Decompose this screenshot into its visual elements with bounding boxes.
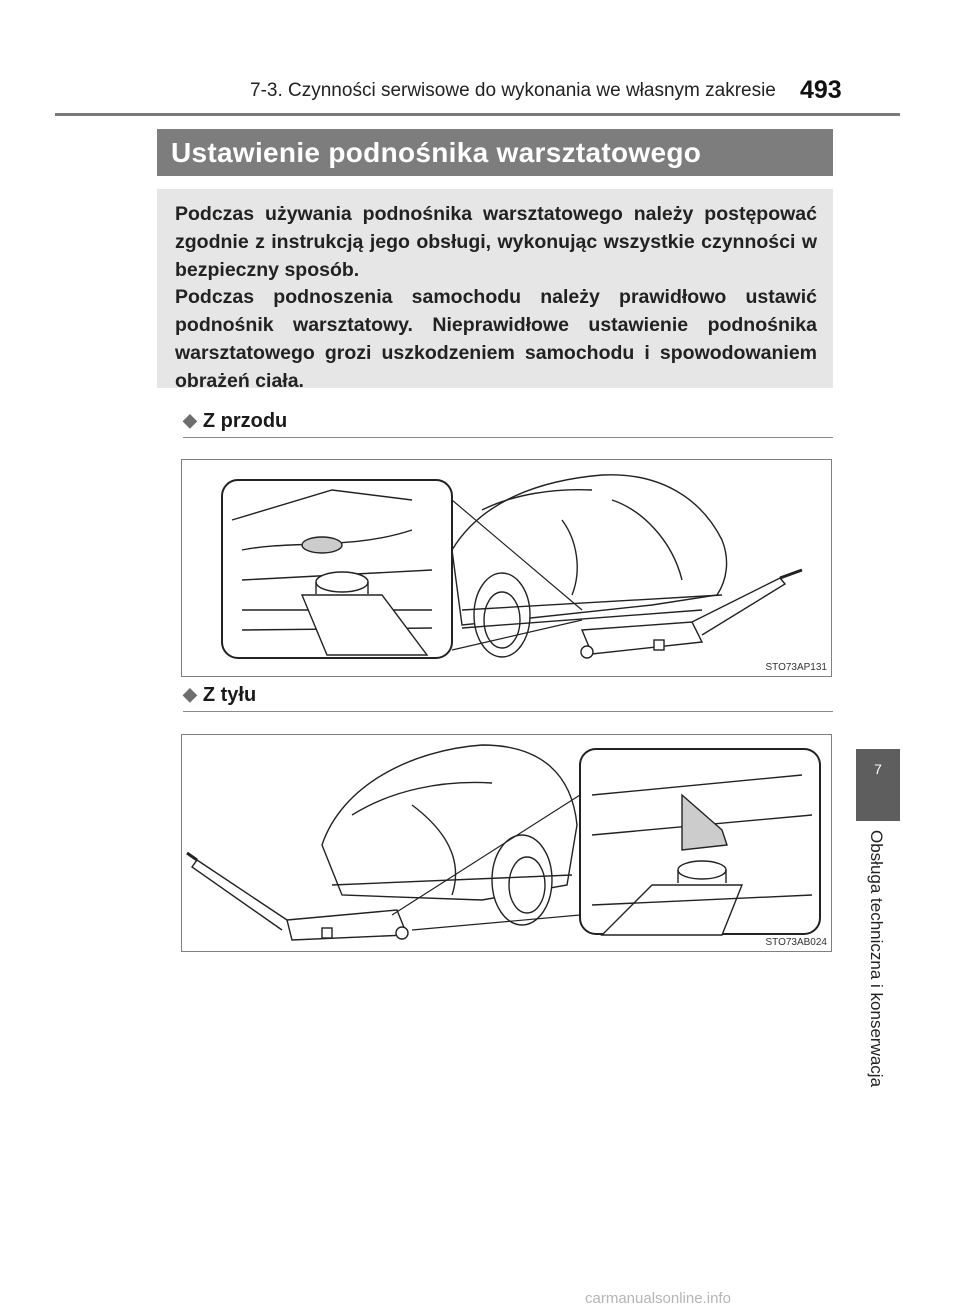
section-title: Ustawienie podnośnika warsztatowego bbox=[157, 129, 833, 176]
rear-subheading-rule bbox=[183, 711, 833, 712]
info-paragraph-1: Podczas używania podnośnika warsztatowego należy postępować zgodnie z instrukcją jego obsługi, wykonując wszystkie czynności w bezpieczny sposób. bbox=[175, 203, 817, 281]
header-rule bbox=[55, 113, 900, 116]
page-number: 493 bbox=[800, 76, 842, 104]
front-subheading bbox=[183, 410, 287, 433]
front-figure bbox=[181, 459, 832, 677]
diamond-icon: ◆ bbox=[183, 684, 197, 704]
chapter-tab: 7 bbox=[856, 749, 900, 821]
rear-subheading bbox=[183, 684, 256, 707]
rear-figure-code: STO73AB024 bbox=[765, 937, 827, 948]
front-subheading-rule bbox=[183, 437, 833, 438]
rear-subheading-label: Z tyłu bbox=[202, 684, 257, 706]
watermark: carmanualsonline.info bbox=[585, 1290, 731, 1307]
front-subheading-label: Z przodu bbox=[202, 410, 288, 432]
rear-figure bbox=[181, 734, 832, 952]
info-box bbox=[157, 189, 833, 392]
rear-jack-illustration bbox=[182, 735, 831, 951]
chapter-header: 7-3. Czynności serwisowe do wykonania we własnym zakresie bbox=[250, 80, 776, 101]
front-jack-illustration bbox=[182, 460, 831, 676]
chapter-side-label: Obsługa techniczna i konserwacja bbox=[867, 830, 886, 1088]
info-paragraph-2: Podczas podnoszenia samochodu należy prawidłowo ustawić podnośnik warsztatowy. Nieprawidłowe ustawienie podnośnika warsztatowego grozi uszkodzeniem samochodu i spowodowaniem obrażeń ciała. bbox=[175, 286, 817, 392]
diamond-icon: ◆ bbox=[183, 410, 197, 430]
front-figure-code: STO73AP131 bbox=[765, 662, 827, 673]
